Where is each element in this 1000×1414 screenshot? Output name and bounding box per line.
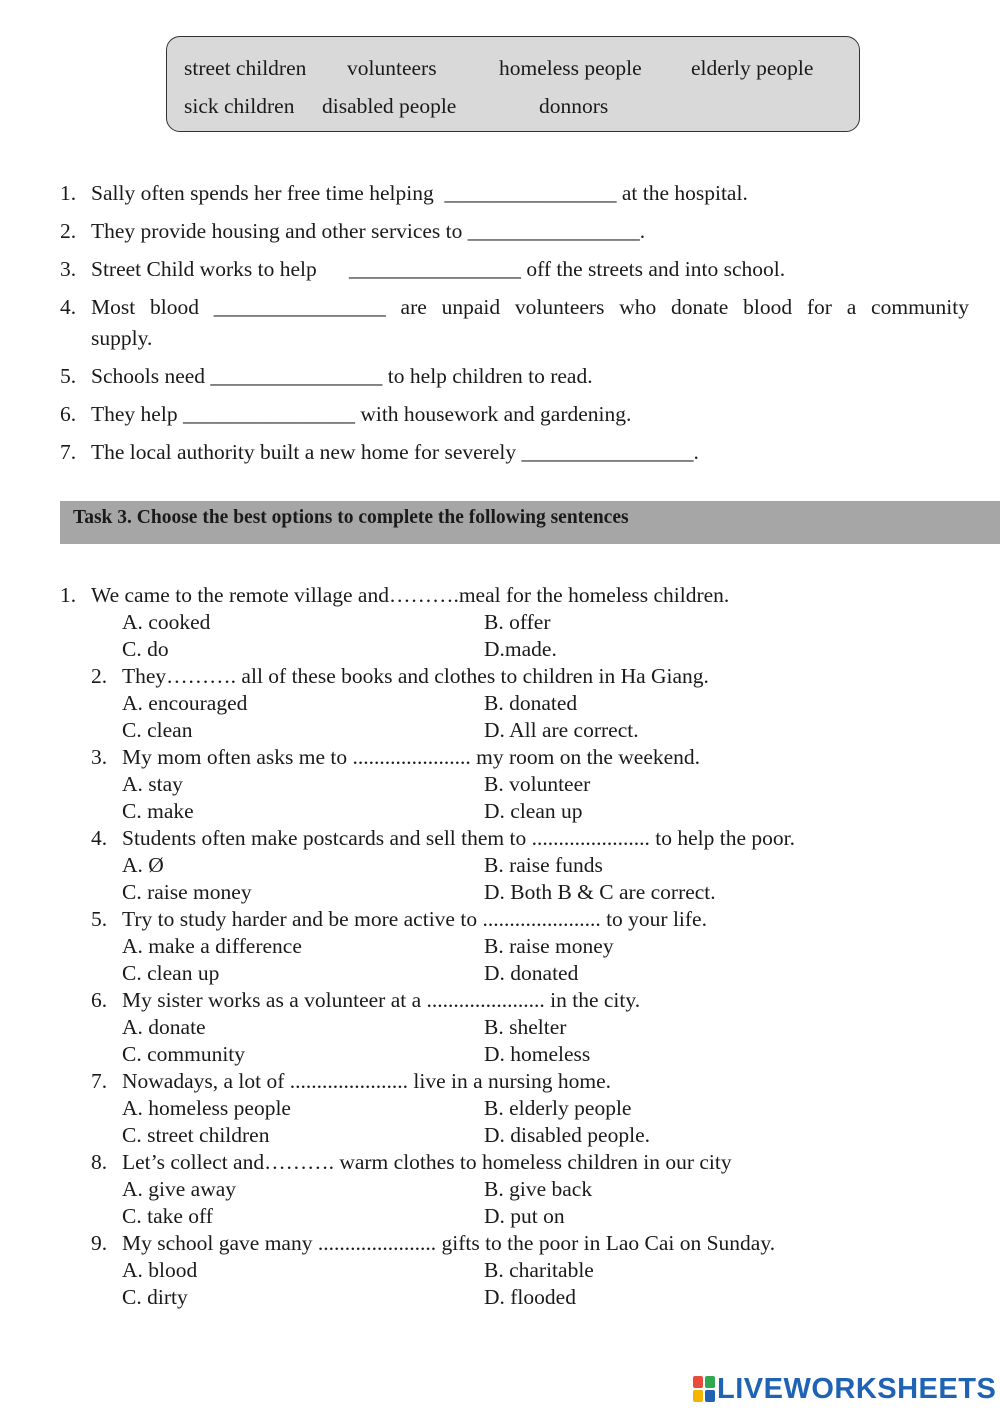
word-volunteers: volunteers: [347, 56, 437, 80]
question-9-number: 9.: [91, 1231, 108, 1255]
question-1-option-d[interactable]: D.made.: [484, 637, 557, 661]
question-3-option-d[interactable]: D. clean up: [484, 799, 583, 823]
question-2-option-b[interactable]: B. donated: [484, 691, 578, 715]
question-5-text: Try to study harder and be more active to ...................... to your life.: [122, 907, 707, 931]
word-disabled-people: disabled people: [322, 94, 457, 118]
item-number: 6.: [60, 402, 77, 426]
item-text: The local authority built a new home for severely ________________.: [91, 440, 699, 464]
question-8-text: Let’s collect and………. warm clothes to homeless children in our city: [122, 1150, 732, 1174]
question-9-option-b[interactable]: B. charitable: [484, 1258, 594, 1282]
question-3-number: 3.: [91, 745, 108, 769]
question-6-option-b[interactable]: B. shelter: [484, 1015, 567, 1039]
item-text: Street Child works to help ________________ off the streets and into school.: [91, 257, 786, 281]
question-5-option-d[interactable]: D. donated: [484, 961, 579, 985]
question-8-number: 8.: [91, 1150, 108, 1174]
question-6-number: 6.: [91, 988, 108, 1012]
word-sick-children: sick children: [184, 94, 295, 118]
question-3-text: My mom often asks me to ...................... my room on the weekend.: [122, 745, 701, 769]
task-3-title: Task 3. Choose the best options to complete the following sentences: [73, 507, 629, 528]
question-2-option-a[interactable]: A. encouraged: [122, 691, 248, 715]
word-homeless-people: homeless people: [499, 56, 642, 80]
item-text: Sally often spends her free time helping ________________ at the hospital.: [91, 181, 748, 205]
question-2-text: They………. all of these books and clothes to children in Ha Giang.: [122, 664, 709, 688]
question-1-text: We came to the remote village and……….meal for the homeless children.: [91, 583, 730, 607]
question-1-option-a[interactable]: A. cooked: [122, 610, 211, 634]
logo-mark-icon: [693, 1376, 715, 1402]
logo-text: LIVEWORKSHEETS: [717, 1372, 997, 1405]
question-4-number: 4.: [91, 826, 108, 850]
item-number: 5.: [60, 364, 77, 388]
question-6-option-c[interactable]: C. community: [122, 1042, 246, 1066]
question-1-option-b[interactable]: B. offer: [484, 610, 551, 634]
question-7-option-c[interactable]: C. street children: [122, 1123, 270, 1147]
question-8-option-b[interactable]: B. give back: [484, 1177, 593, 1201]
question-7-option-d[interactable]: D. disabled people.: [484, 1123, 650, 1147]
question-3-option-b[interactable]: B. volunteer: [484, 772, 591, 796]
word-street-children: street children: [184, 56, 307, 80]
question-7-option-b[interactable]: B. elderly people: [484, 1096, 632, 1120]
question-2-option-c[interactable]: C. clean: [122, 718, 193, 742]
word-elderly-people: elderly people: [691, 56, 814, 80]
item-number: 2.: [60, 219, 77, 243]
item-text: They help ________________ with housework and gardening.: [91, 402, 632, 426]
question-7-option-a[interactable]: A. homeless people: [122, 1096, 291, 1120]
question-5-option-b[interactable]: B. raise money: [484, 934, 614, 958]
question-1-option-c[interactable]: C. do: [122, 637, 169, 661]
item-number: 4.: [60, 295, 77, 319]
item-text: They provide housing and other services to ________________.: [91, 219, 646, 243]
question-9-option-c[interactable]: C. dirty: [122, 1285, 188, 1309]
question-4-text: Students often make postcards and sell them to ...................... to help the poor.: [122, 826, 795, 850]
question-9-text: My school gave many ...................... gifts to the poor in Lao Cai on Sunday.: [122, 1231, 776, 1255]
question-6-text: My sister works as a volunteer at a ...................... in the city.: [122, 988, 641, 1012]
question-4-option-a[interactable]: A. Ø: [122, 853, 164, 877]
item-number: 7.: [60, 440, 77, 464]
task-3-header: [60, 501, 1000, 544]
question-3-option-c[interactable]: C. make: [122, 799, 194, 823]
item-number: 1.: [60, 181, 77, 205]
item-text-continued: supply.: [91, 326, 153, 350]
liveworksheets-logo[interactable]: [693, 1374, 996, 1404]
question-2-option-d[interactable]: D. All are correct.: [484, 718, 639, 742]
question-1-number: 1.: [60, 583, 77, 607]
question-8-option-d[interactable]: D. put on: [484, 1204, 565, 1228]
question-9-option-d[interactable]: D. flooded: [484, 1285, 576, 1309]
word-box: [166, 36, 860, 132]
word-donnors: donnors: [539, 94, 609, 118]
question-4-option-c[interactable]: C. raise money: [122, 880, 252, 904]
question-7-text: Nowadays, a lot of ...................... live in a nursing home.: [122, 1069, 612, 1093]
question-3-option-a[interactable]: A. stay: [122, 772, 183, 796]
question-5-option-c[interactable]: C. clean up: [122, 961, 220, 985]
item-number: 3.: [60, 257, 77, 281]
question-6-option-d[interactable]: D. homeless: [484, 1042, 591, 1066]
question-7-number: 7.: [91, 1069, 108, 1093]
question-8-option-a[interactable]: A. give away: [122, 1177, 237, 1201]
question-4-option-b[interactable]: B. raise funds: [484, 853, 603, 877]
question-9-option-a[interactable]: A. blood: [122, 1258, 198, 1282]
question-4-option-d[interactable]: D. Both B & C are correct.: [484, 880, 716, 904]
item-text: Schools need ________________ to help children to read.: [91, 364, 593, 388]
question-2-number: 2.: [91, 664, 108, 688]
question-5-option-a[interactable]: A. make a difference: [122, 934, 302, 958]
question-6-option-a[interactable]: A. donate: [122, 1015, 206, 1039]
question-5-number: 5.: [91, 907, 108, 931]
question-8-option-c[interactable]: C. take off: [122, 1204, 213, 1228]
item-text: Most blood ________________ are unpaid volunteers who donate blood for a community: [91, 295, 969, 319]
